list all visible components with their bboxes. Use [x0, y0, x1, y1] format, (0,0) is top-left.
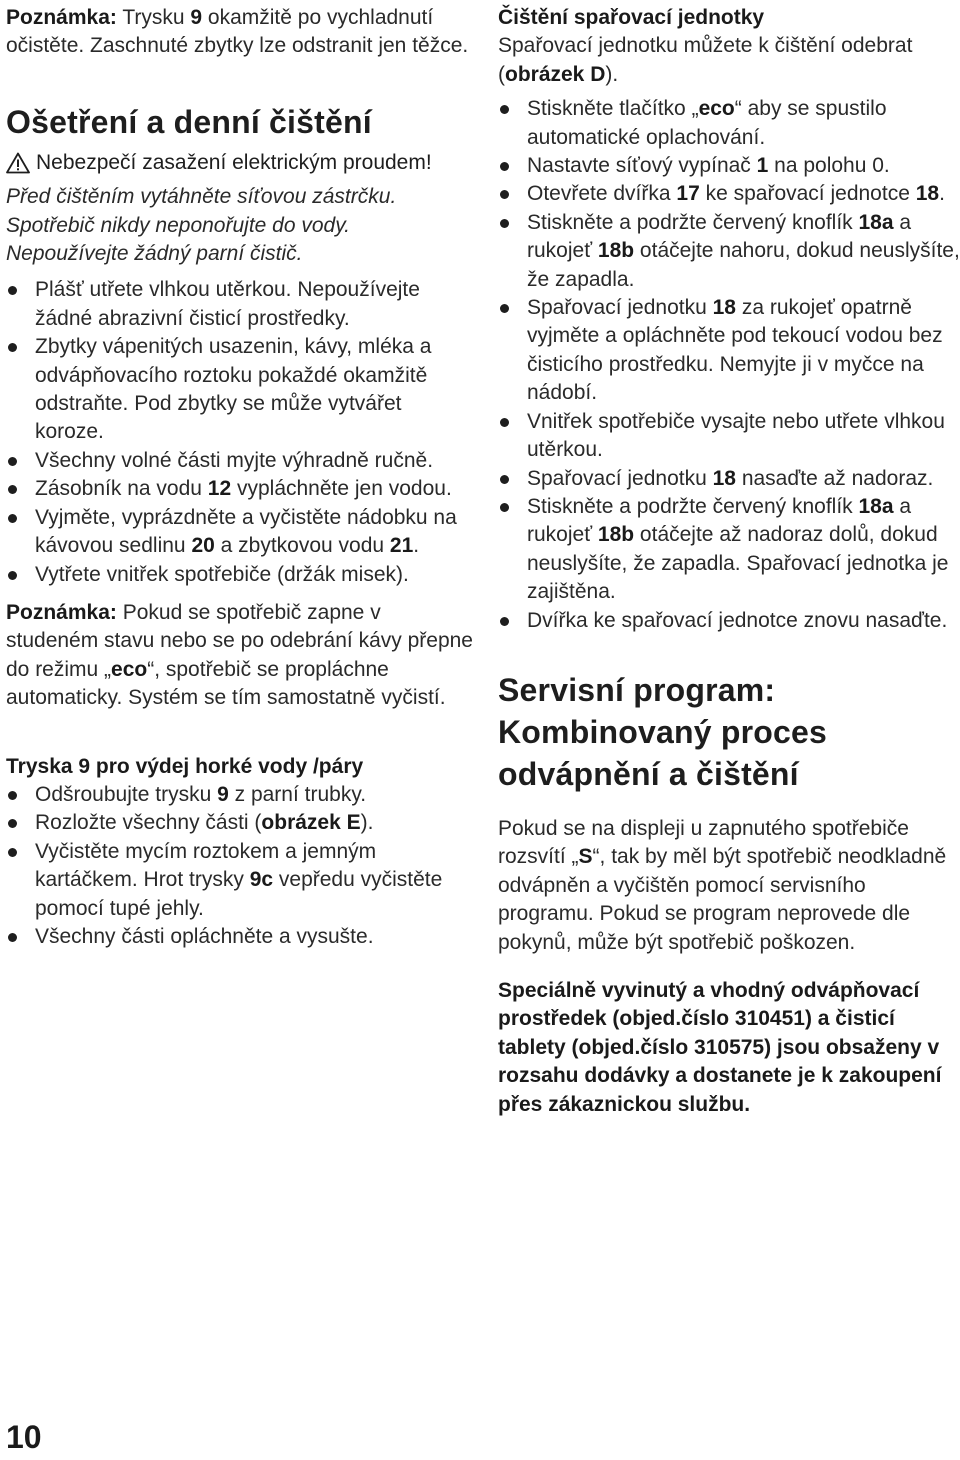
list-item: Stiskněte a podržte červený knoflík 18a a rukojeť 18b otáčejte až nadoraz dolů, dokud neuslyšíte, že zapadla. Spařovací jednotka je zajištěna. [498, 493, 960, 607]
list-item: Stiskněte tlačítko „eco“ aby se spustilo automatické oplachování. [498, 95, 960, 152]
left-column [6, 4, 476, 951]
list-item: Zásobník na vodu 12 vypláchněte jen vodou. [6, 475, 476, 503]
list-item: Odšroubujte trysku 9 z parní trubky. [6, 781, 476, 809]
right-column [498, 4, 960, 1119]
warning-line-2: Spotřebič nikdy neponořujte do vody. [6, 213, 350, 237]
nozzle-heading: Tryska 9 pro výdej horké vody /páry [6, 754, 364, 778]
list-item: Vnitřek spotřebiče vysajte nebo utřete vlhkou utěrkou. [498, 408, 960, 465]
brew-unit-intro: Spařovací jednotku můžete k čištění odebrat (obrázek D). [498, 34, 913, 86]
list-item: Zbytky vápenitých usazenin, kávy, mléka a odvápňovacího roztoku pokaždé okamžitě odstraňte. Pod zbytky se může vytvářet koroze. [6, 333, 476, 447]
list-item: Nastavte síťový vypínač 1 na polohu 0. [498, 152, 960, 180]
brew-unit-heading: Čištění spařovací jednotky [498, 6, 765, 29]
note-nozzle-cooling: Poznámka: Trysku 9 okamžitě po vychladnutí očistěte. Zaschnuté zbytky lze odstranit jen těžce. [6, 6, 469, 58]
care-list [6, 276, 476, 588]
warning-block [6, 149, 476, 177]
list-item: Vyjměte, vyprázdněte a vyčistěte nádobku na kávovou sedlinu 20 a zbytkovou vodu 21. [6, 504, 476, 561]
warning-line-3: Nepoužívejte žádný parní čistič. [6, 242, 303, 266]
note-eco-rinse: Poznámka: Pokud se spotřebič zapne v studeném stavu nebo se po odebrání kávy přepne do režimu „eco“, spotřebič se propláchne automaticky. Systém se tím samostatně vyčistí. [6, 600, 473, 710]
warning-icon [6, 152, 30, 174]
list-item: Otevřete dvířka 17 ke spařovací jednotce 18. [498, 180, 960, 208]
nozzle-list [6, 781, 476, 951]
service-program-paragraph: Pokud se na displeji u zapnutého spotřebiče rozsvítí „S“, tak by měl být spotřebič neodkladně odvápněn a vyčištěn pomocí servisního programu. Pokud se program neprovede dle pokynů, může být spotřebič poškozen. [498, 816, 947, 954]
list-item: Stiskněte a podržte červený knoflík 18a a rukojeť 18b otáčejte nahoru, dokud neuslyšíte, že zapadla. [498, 209, 960, 294]
list-item: Všechny volné části myjte výhradně ručně. [6, 447, 476, 475]
list-item: Vyčistěte mycím roztokem a jemným kartáčkem. Hrot trysky 9c vepředu vyčistěte pomocí tupé jehly. [6, 838, 476, 923]
warning-line-1: Před čištěním vytáhněte síťovou zástrčku. [6, 185, 397, 209]
list-item: Všechny části opláchněte a vysušte. [6, 923, 476, 951]
service-program-heading: Servisní program: Kombinovaný proces odvápnění a čištění [498, 671, 828, 792]
brew-unit-list [498, 95, 960, 635]
list-item: Rozložte všechny části (obrázek E). [6, 809, 476, 837]
care-heading: Ošetření a denní čištění [6, 103, 372, 140]
page-number: 10 [6, 1419, 42, 1455]
warning-title: Nebezpečí zasažení elektrickým proudem! [36, 150, 432, 174]
special-products-paragraph: Speciálně vyvinutý a vhodný odvápňovací prostředek (objed.číslo 310451) a čisticí tablety (objed.číslo 310575) jsou obsaženy v rozsahu dodávky a dostanete je k zakoupení přes zákaznickou službu. [498, 978, 942, 1116]
list-item: Dvířka ke spařovací jednotce znovu nasaďte. [498, 607, 960, 635]
list-item: Vytřete vnitřek spotřebiče (držák misek). [6, 561, 476, 589]
list-item: Plášť utřete vlhkou utěrkou. Nepoužívejte žádné abrazivní čisticí prostředky. [6, 276, 476, 333]
list-item: Spařovací jednotku 18 nasaďte až nadoraz. [498, 465, 960, 493]
list-item: Spařovací jednotku 18 za rukojeť opatrně vyjměte a opláchněte pod tekoucí vodou bez čisticího prostředku. Nemyjte ji v myčce na nádobí. [498, 294, 960, 408]
